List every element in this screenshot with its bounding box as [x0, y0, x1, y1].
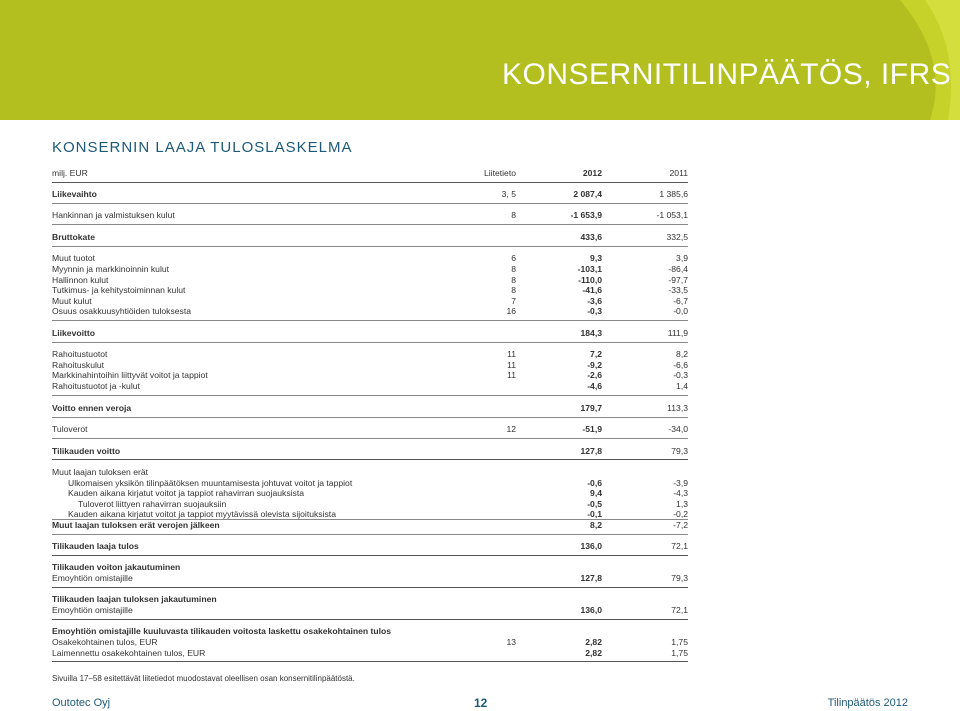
row-label: Tilikauden voiton jakautuminen — [52, 562, 181, 572]
row-value-2012: 136,0 — [580, 541, 602, 551]
row-value-2011: 3,9 — [676, 253, 688, 263]
row-value-2011: -33,5 — [668, 285, 688, 295]
row-note: 6 — [511, 253, 516, 263]
row-label: Voitto ennen veroja — [52, 403, 132, 413]
table-row — [52, 264, 688, 275]
row-value-2012: -110,0 — [578, 275, 602, 285]
row-rule — [52, 555, 688, 556]
row-value-2012: -0,6 — [587, 478, 602, 488]
footnote: Sivuilla 17–58 esitettävät liitetiedot muodostavat oleellisen osan konsernitilinpäätöstä. — [52, 674, 355, 683]
row-rule — [52, 661, 688, 662]
row-value-2011: 1,4 — [676, 381, 688, 391]
table-row — [52, 637, 688, 648]
table-row — [52, 594, 688, 605]
row-value-2011: -3,9 — [673, 478, 688, 488]
row-value-2012: 2 087,4 — [573, 189, 602, 199]
row-note: 8 — [511, 285, 516, 295]
row-note: 16 — [506, 306, 516, 316]
row-value-2011: -1 053,1 — [656, 210, 688, 220]
row-rule — [52, 534, 688, 535]
row-label: Emoyhtiön omistajille — [52, 605, 133, 615]
row-note: 8 — [511, 275, 516, 285]
row-label: Tilikauden laajan tuloksen jakautuminen — [52, 594, 217, 604]
footer-publication: Tilinpäätös 2012 — [827, 697, 908, 709]
row-value-2012: -51,9 — [582, 424, 602, 434]
row-label: Emoyhtiön omistajille — [52, 573, 133, 583]
row-value-2012: 2,82 — [585, 648, 602, 658]
row-note: 11 — [507, 370, 516, 380]
row-value-2012: -1 653,9 — [570, 210, 602, 220]
row-note: 12 — [506, 424, 516, 434]
row-value-2011: 111,9 — [667, 328, 688, 338]
table-row — [52, 381, 688, 392]
table-row — [52, 189, 688, 200]
row-value-2011: 1,3 — [676, 499, 688, 509]
row-value-2011: 79,3 — [671, 446, 688, 456]
row-note: 8 — [511, 264, 516, 274]
table-row — [52, 520, 688, 531]
page-banner-title: KONSERNITILINPÄÄTÖS, IFRS — [502, 58, 952, 91]
row-note: 8 — [511, 210, 516, 220]
row-label: Muut laajan tuloksen erät — [52, 467, 149, 477]
row-value-2012: -0,5 — [587, 499, 602, 509]
row-label: Tilikauden laaja tulos — [52, 541, 139, 551]
table-header-row — [52, 168, 688, 179]
row-value-2012: 179,7 — [580, 403, 602, 413]
row-value-2012: -0,1 — [587, 509, 602, 519]
row-value-2011: 79,3 — [671, 573, 688, 583]
row-note: 7 — [511, 296, 516, 306]
header-rule — [52, 182, 688, 183]
row-value-2011: 113,3 — [667, 403, 688, 413]
row-value-2011: -97,7 — [668, 275, 688, 285]
row-value-2012: 127,8 — [580, 573, 602, 583]
row-label: Bruttokate — [52, 232, 95, 242]
row-label: Laimennettu osakekohtainen tulos, EUR — [52, 648, 206, 658]
row-value-2011: 72,1 — [671, 605, 688, 615]
row-label: Myynnin ja markkinoinnin kulut — [52, 264, 170, 274]
row-note: 13 — [506, 637, 516, 647]
table-row — [52, 648, 688, 659]
table-row — [52, 210, 688, 221]
row-rule — [52, 395, 688, 396]
row-value-2012: -4,6 — [587, 381, 602, 391]
row-value-2012: 8,2 — [590, 520, 602, 530]
row-label: Rahoitustuotot — [52, 349, 108, 359]
row-label: Rahoitustuotot ja -kulut — [52, 381, 140, 391]
row-value-2012: 9,4 — [590, 488, 602, 498]
row-label: Rahoituskulut — [52, 360, 105, 370]
row-label: Osakekohtainen tulos, EUR — [52, 637, 158, 647]
row-value-2011: -7,2 — [673, 520, 688, 530]
row-label: Muut laajan tuloksen erät verojen jälkeen — [52, 520, 220, 530]
row-rule — [52, 587, 688, 588]
table-row — [52, 626, 688, 637]
row-label: Tutkimus- ja kehitystoiminnan kulut — [52, 285, 186, 295]
row-value-2011: 1 385,6 — [659, 189, 688, 199]
row-value-2012: 184,3 — [580, 328, 602, 338]
row-value-2012: 7,2 — [590, 349, 602, 359]
unit-label: milj. EUR — [52, 168, 88, 178]
row-value-2012: -3,6 — [587, 296, 602, 306]
row-rule — [52, 619, 688, 620]
row-value-2012: -103,1 — [577, 264, 602, 274]
row-label: Osuus osakkuusyhtiöiden tuloksesta — [52, 306, 192, 316]
row-value-2011: 1,75 — [671, 648, 688, 658]
row-rule — [52, 320, 688, 321]
year-2011-header: 2011 — [669, 168, 688, 178]
row-value-2011: -4,3 — [673, 488, 688, 498]
row-value-2011: -86,4 — [668, 264, 688, 274]
table-row — [52, 562, 688, 573]
table-row — [52, 424, 688, 435]
row-rule — [52, 417, 688, 418]
row-rule — [52, 342, 688, 343]
row-label: Tilikauden voitto — [52, 446, 121, 456]
table-row — [52, 403, 688, 414]
row-value-2011: 72,1 — [671, 541, 688, 551]
row-value-2011: -6,6 — [673, 360, 688, 370]
table-row — [52, 253, 688, 264]
row-note: 11 — [507, 349, 516, 359]
row-value-2011: -0,3 — [673, 370, 688, 380]
row-label: Tuloverot — [52, 424, 88, 434]
table-row — [52, 573, 688, 584]
table-row — [52, 370, 688, 381]
row-value-2011: 1,75 — [671, 637, 688, 647]
row-note: 3, 5 — [501, 189, 516, 199]
table-row — [52, 541, 688, 552]
year-2012-header: 2012 — [582, 168, 602, 178]
table-row — [52, 306, 688, 317]
statement-title: KONSERNIN LAAJA TULOSLASKELMA — [52, 139, 353, 156]
row-rule — [52, 438, 688, 439]
row-label: Ulkomaisen yksikön tilinpäätöksen muuntamisesta johtuvat voitot ja tappiot — [68, 478, 353, 488]
row-value-2011: 8,2 — [676, 349, 688, 359]
row-value-2012: -0,3 — [587, 306, 602, 316]
row-label: Kauden aikana kirjatut voitot ja tappiot myytävissä olevista sijoituksista — [68, 509, 336, 519]
table-row — [52, 285, 688, 296]
row-label: Liikevoitto — [52, 328, 95, 338]
row-rule — [52, 246, 688, 247]
row-value-2011: -34,0 — [668, 424, 688, 434]
table-row — [52, 446, 688, 457]
row-value-2011: -0,0 — [673, 306, 688, 316]
row-label: Muut kulut — [52, 296, 92, 306]
footer-company: Outotec Oyj — [52, 697, 111, 709]
note-column-header: Liitetieto — [483, 168, 516, 178]
table-row — [52, 488, 688, 499]
table-row — [52, 349, 688, 360]
row-label: Liikevaihto — [52, 189, 97, 199]
row-value-2012: 9,3 — [590, 253, 602, 263]
row-value-2012: 127,8 — [580, 446, 602, 456]
row-label: Hallinnon kulut — [52, 275, 109, 285]
row-label: Muut tuotot — [52, 253, 95, 263]
row-value-2012: 433,6 — [580, 232, 602, 242]
row-value-2012: 136,0 — [580, 605, 602, 615]
row-label: Hankinnan ja valmistuksen kulut — [52, 210, 175, 220]
table-row — [52, 232, 688, 243]
row-note: 11 — [507, 360, 516, 370]
row-value-2012: 2,82 — [585, 637, 602, 647]
row-value-2011: -0,2 — [673, 509, 688, 519]
table-row — [52, 467, 688, 478]
row-rule — [52, 459, 688, 460]
row-rule — [52, 203, 688, 204]
table-row — [52, 605, 688, 616]
row-value-2011: 332,5 — [666, 232, 688, 242]
row-rule — [52, 224, 688, 225]
row-value-2012: -9,2 — [587, 360, 602, 370]
row-value-2012: -2,6 — [587, 370, 602, 380]
row-value-2011: -6,7 — [673, 296, 688, 306]
row-label: Emoyhtiön omistajille kuuluvasta tilikauden voitosta laskettu osakekohtainen tulos — [52, 626, 392, 636]
footer-page-number: 12 — [474, 696, 488, 710]
row-value-2012: -41,6 — [582, 285, 602, 295]
row-label: Kauden aikana kirjatut voitot ja tappiot rahavirran suojauksista — [68, 488, 304, 498]
row-label: Tuloverot liittyen rahavirran suojauksiin — [78, 499, 227, 509]
table-row — [52, 328, 688, 339]
row-label: Markkinahintoihin liittyvät voitot ja tappiot — [52, 370, 208, 380]
